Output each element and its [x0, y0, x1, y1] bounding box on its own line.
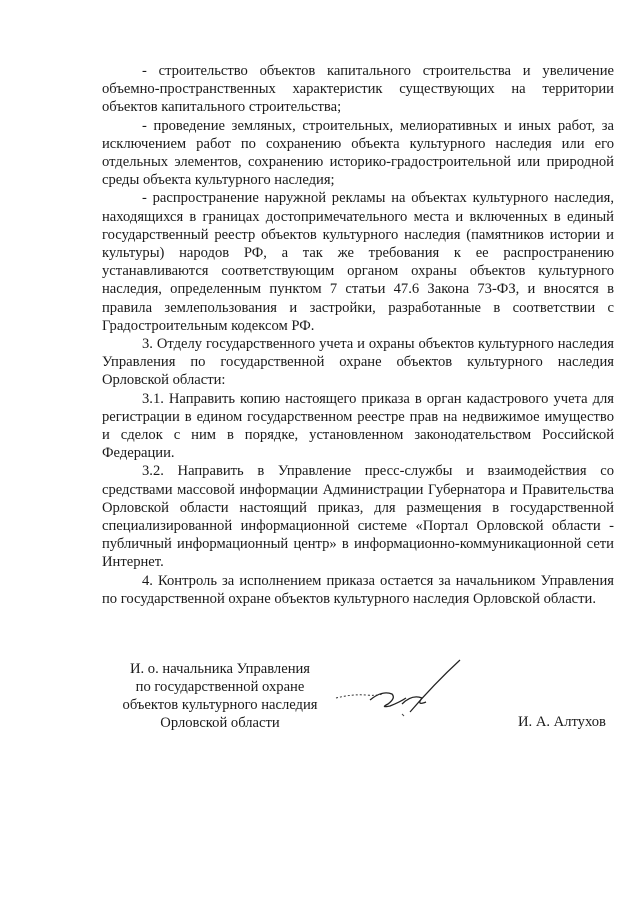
signatory-title-line: И. о. начальника Управления	[129, 661, 311, 677]
paragraph-item-3-2: 3.2. Направить в Управление пресс-службы и взаимодействия со средствами массовой информации Администрации Губернатора и Правительства Орловской области настоящий приказ, для размещения в государственной специализированной информационной системе «Портал Орловской области - публичный информационный центр» в информационно-коммуникационной сети Интернет.	[102, 463, 614, 571]
paragraph-earthworks: - проведение земляных, строительных, мелиоративных и иных работ, за исключением работ по сохранению объекта культурного наследия или его отдельных элементов, сохранению историко-градостроительной или природной среды объекта культурного наследия;	[102, 117, 614, 189]
signatory-title	[110, 660, 330, 732]
paragraph-capital-construction: - строительство объектов капитального строительства и увеличение объемно-пространственных характеристик существующих на территории объектов капитального строительства;	[102, 63, 614, 116]
signatory-name: И. А. Алтухов	[518, 714, 606, 730]
paragraph-item-3: 3. Отделу государственного учета и охраны объектов культурного наследия Управления по государственной охране объектов культурного наследия Орловской области:	[102, 336, 614, 389]
signatory-title-line: по государственной охране	[135, 679, 305, 695]
paragraph-item-3-1: 3.1. Направить копию настоящего приказа в орган кадастрового учета для регистрации в едином государственном реестре прав на недвижимое имущество и сделок с ним в порядке, установленном законодательством Российской Федерации.	[102, 390, 614, 462]
paragraph-outdoor-advertising: - распространение наружной рекламы на объектах культурного наследия, находящихся в границах достопримечательного места и включенных в единый государственный реестр объектов культурного наследия (памятников истории и культуры) народов РФ, а так же требования к ее распространению устанавливаются соответствующим органом охраны объектов культурного наследия, определенным пунктом 7 статьи 47.6 Закона 73-ФЗ, и вносятся в правила землепользования и застройки, разработанные в соответствии с Градостроительным кодексом РФ.	[102, 190, 614, 334]
handwritten-signature	[330, 654, 470, 724]
signatory-title-line: Орловской области	[160, 715, 280, 731]
signatory-title-line: объектов культурного наследия	[122, 697, 318, 713]
paragraph-item-4: 4. Контроль за исполнением приказа остается за начальником Управления по государственной охране объектов культурного наследия Орловской области.	[102, 572, 614, 607]
